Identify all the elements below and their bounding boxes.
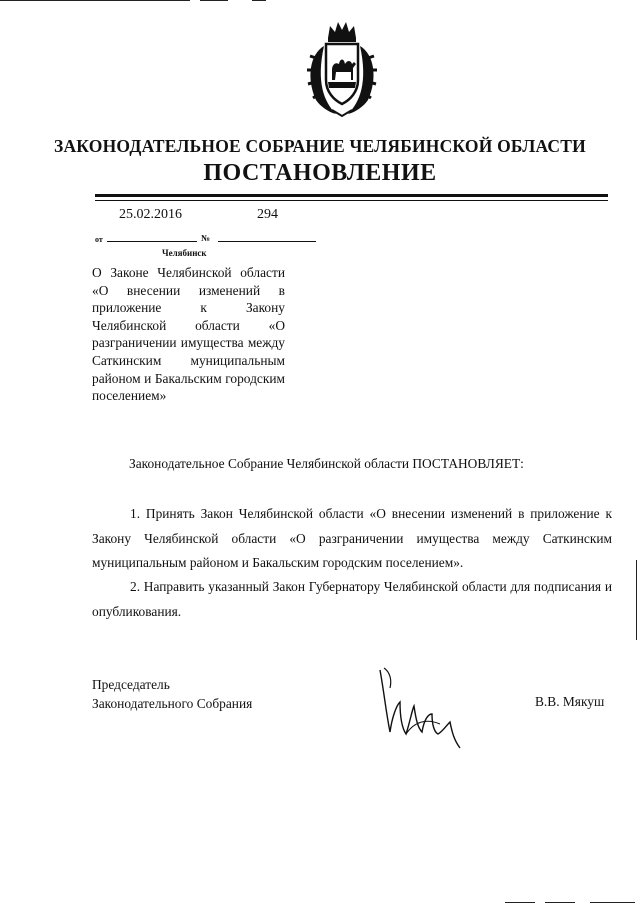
scan-artifact-line [545,902,575,903]
number-label: № [201,233,211,243]
signatory-title-line2: Законодательного Собрания [92,695,253,711]
decree-item-1: 1. Принять Закон Челябинской области «О внесении изменений в приложение к Закону Челябинской области «О разграничении имущества между Саткинским муниципальным районом и Бакальским городским поселением». [92,506,612,570]
scan-artifact-line [200,0,228,1]
signatory-title [92,676,252,713]
decree-item-2: 2. Направить указанный Закон Губернатору Челябинской области для подписания и опубликования. [92,579,612,619]
document-date: 25.02.2016 [119,207,182,222]
decree-intro: Законодательное Собрание Челябинской области ПОСТАНОВЛЯЕТ: [129,456,524,471]
handwritten-signature [370,662,465,752]
signatory-title-line1: Председатель [92,677,170,692]
signatory-name: В.В. Мякуш [535,694,605,709]
number-underline [218,241,316,242]
date-label: от [95,235,103,244]
header-rule-thick [95,194,608,197]
chelyabinsk-coat-of-arms-icon [302,18,382,118]
scan-artifact-line [636,560,637,640]
header-rule-thin [95,200,608,201]
date-underline [107,241,197,242]
city-label: Челябинск [162,248,207,258]
document-type-title: ПОСТАНОВЛЕНИЕ [203,160,437,186]
scan-artifact-line [0,0,190,1]
document-number: 294 [257,207,278,222]
decree-subject: О Законе Челябинской области «О внесении изменений в приложение к Закону Челябинской области «О разграничении имущества между Саткинским муниципальным районом и Бакальским городским поселением» [92,265,285,404]
organization-title: ЗАКОНОДАТЕЛЬНОЕ СОБРАНИЕ ЧЕЛЯБИНСКОЙ ОБЛАСТИ [54,136,586,156]
scan-artifact-line [505,902,535,903]
scan-artifact-line [252,0,266,1]
scan-artifact-line [590,902,635,903]
